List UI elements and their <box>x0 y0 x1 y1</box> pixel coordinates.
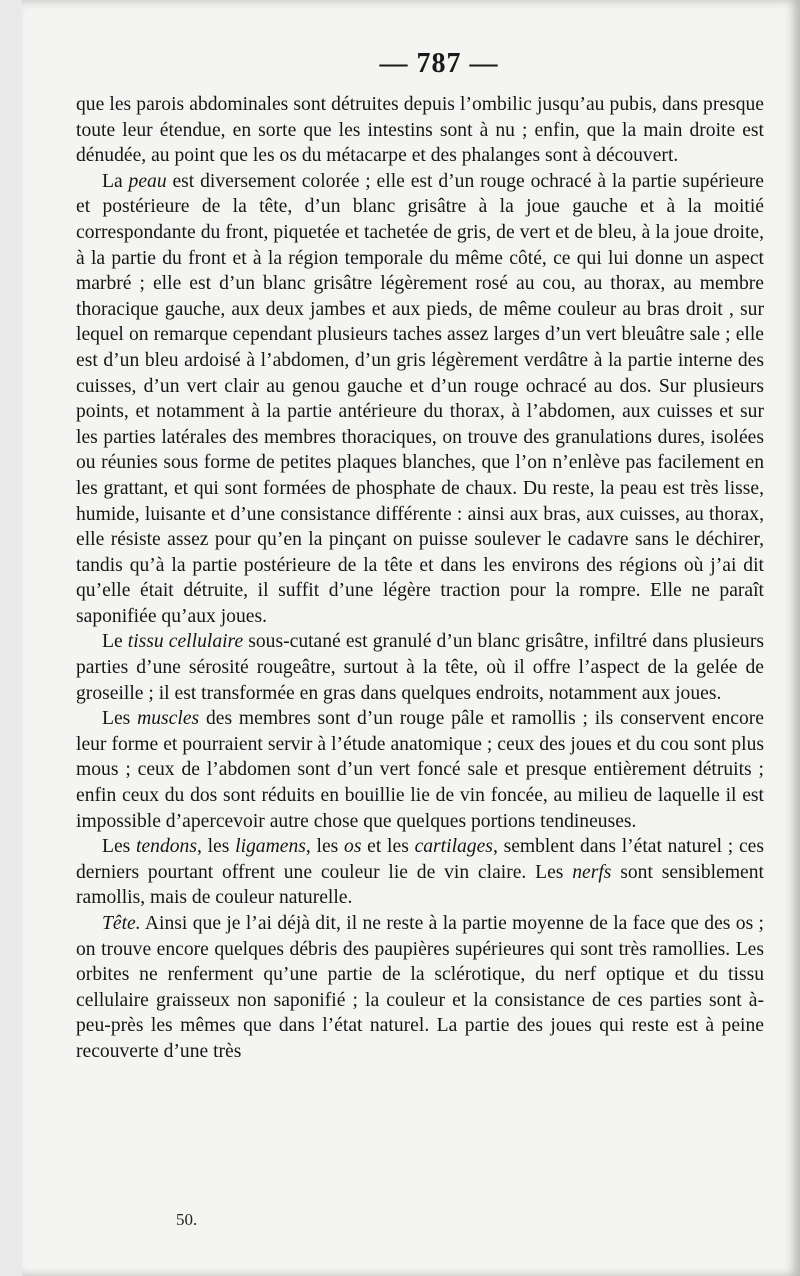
text-run: , semblent dans l’état naturel ; ces derniers pourtant offrent une couleur lie de vin claire. Les <box>76 836 764 883</box>
paragraph <box>76 834 764 911</box>
italic-term: ligamens <box>235 836 306 858</box>
text-run: , les <box>305 836 345 858</box>
book-page <box>22 0 800 1276</box>
page-number: — 787 — <box>379 48 499 79</box>
italic-term: cartilages <box>414 836 493 858</box>
italic-term: tissu cellulaire <box>127 631 244 653</box>
text-run: Les <box>102 708 138 730</box>
text-run: que les parois abdominales sont détruites depuis l’ombilic jusqu’au pubis, dans presque toute leur étendue, en sorte que les intestins sont à nu ; enfin, que la main droite est dénudée, au point que les os du métacarpe et des phalanges sont à découvert. <box>76 94 764 167</box>
paragraph <box>76 706 764 834</box>
text-run: est diversement colorée ; elle est d’un rouge ochracé à la partie supérieure et postérieure de la tête, d’un blanc grisâtre à la joue gauche et à la moitié correspondante du front, piquetée et tachetée de gris, de vert et de bleu, à la joue droite, à la partie du front et à la région temporale du même côté, ce qui lui donne un aspect marbré ; elle est d’un blanc grisâtre légèrement rosé au cou, au thorax, au membre thoracique gauche, aux deux jambes et aux pieds, de même couleur au bras droit , sur lequel on remarque cependant plusieurs taches assez larges d’un vert bleuâtre sale ; elle est d’un bleu ardoisé à l’abdomen, d’un gris légèrement verdâtre à la partie interne des cuisses, d’un vert clair au genou gauche et d’un rouge ochracé au dos. Sur plusieurs points, et notamment à la partie antérieure du thorax, à l’abdomen, aux cuisses et sur les parties latérales des membres thoraciques, on trouve des granulations dures, isolées ou réunies sous forme de petites plaques blanches, que l’on n’enlève pas facilement en les grattant, et qui sont formées de phosphate de chaux. Du reste, la peau est très lisse, humide, luisante et d’une consistance différente : ainsi aux bras, aux cuisses, au thorax, elle résiste assez pour qu’en la pinçant on puisse soulever le cadavre sans le déchirer, tandis qu’à la partie postérieure de la tête et dans les environs des régions où j’ai dit qu’elle était détruite, il suffit d’une légère traction pour la rompre. Elle ne paraît saponifiée qu’aux joues. <box>76 170 764 627</box>
text-run: sont sensiblement ramollis, mais de couleur naturelle. <box>76 861 764 909</box>
text-run: La <box>102 170 129 192</box>
italic-term: Tête. <box>102 913 141 934</box>
text-run: Les <box>102 836 137 858</box>
paragraph <box>76 169 764 630</box>
italic-term: tendons <box>136 836 197 858</box>
text-run: sous-cutané est granulé d’un blanc grisâtre, infiltré dans plusieurs parties d’une sérosité rougeâtre, surtout à la tête, où il offre l’aspect de la gelée de groseille ; il est transformée en gras dans quelques endroits, notamment aux joues. <box>76 631 764 704</box>
italic-term: peau <box>128 170 167 192</box>
body-text <box>76 92 764 1065</box>
text-run: Ainsi que je l’ai déjà dit, il ne reste à la partie moyenne de la face que des os ; on trouve encore quelques débris des paupières supérieures qui sont très ramollies. Les orbites ne renferment qu’une partie de la sclérotique, du nerf optique et du tissu cellulaire graisseux non saponifié ; la couleur et la consistance de ces parties sont à-peu-près les mêmes que dans l’état naturel. La partie des joues qui reste est à peine recouverte d’une très <box>76 913 764 1062</box>
italic-term: os <box>344 836 362 858</box>
paragraph <box>76 911 764 1065</box>
paragraph <box>76 92 764 169</box>
paragraph <box>76 629 764 706</box>
italic-term: nerfs <box>572 861 612 883</box>
signature-mark: 50. <box>176 1210 198 1229</box>
text-run: des membres sont d’un rouge pâle et ramollis ; ils conservent encore leur forme et pourraient servir à l’étude anatomique ; ceux des joues et du cou sont plus mous ; ceux de l’abdomen sont d’un vert foncé sale et presque entièrement détruits ; enfin ceux du dos sont réduits en bouillie lie de vin foncée, au milieu de laquelle il est impossible d’apercevoir autre chose que quelques portions tendineuses. <box>76 708 764 832</box>
italic-term: muscles <box>137 708 200 730</box>
text-run: , les <box>196 836 236 858</box>
text-run: et les <box>361 836 415 858</box>
text-run: Le <box>102 631 128 653</box>
